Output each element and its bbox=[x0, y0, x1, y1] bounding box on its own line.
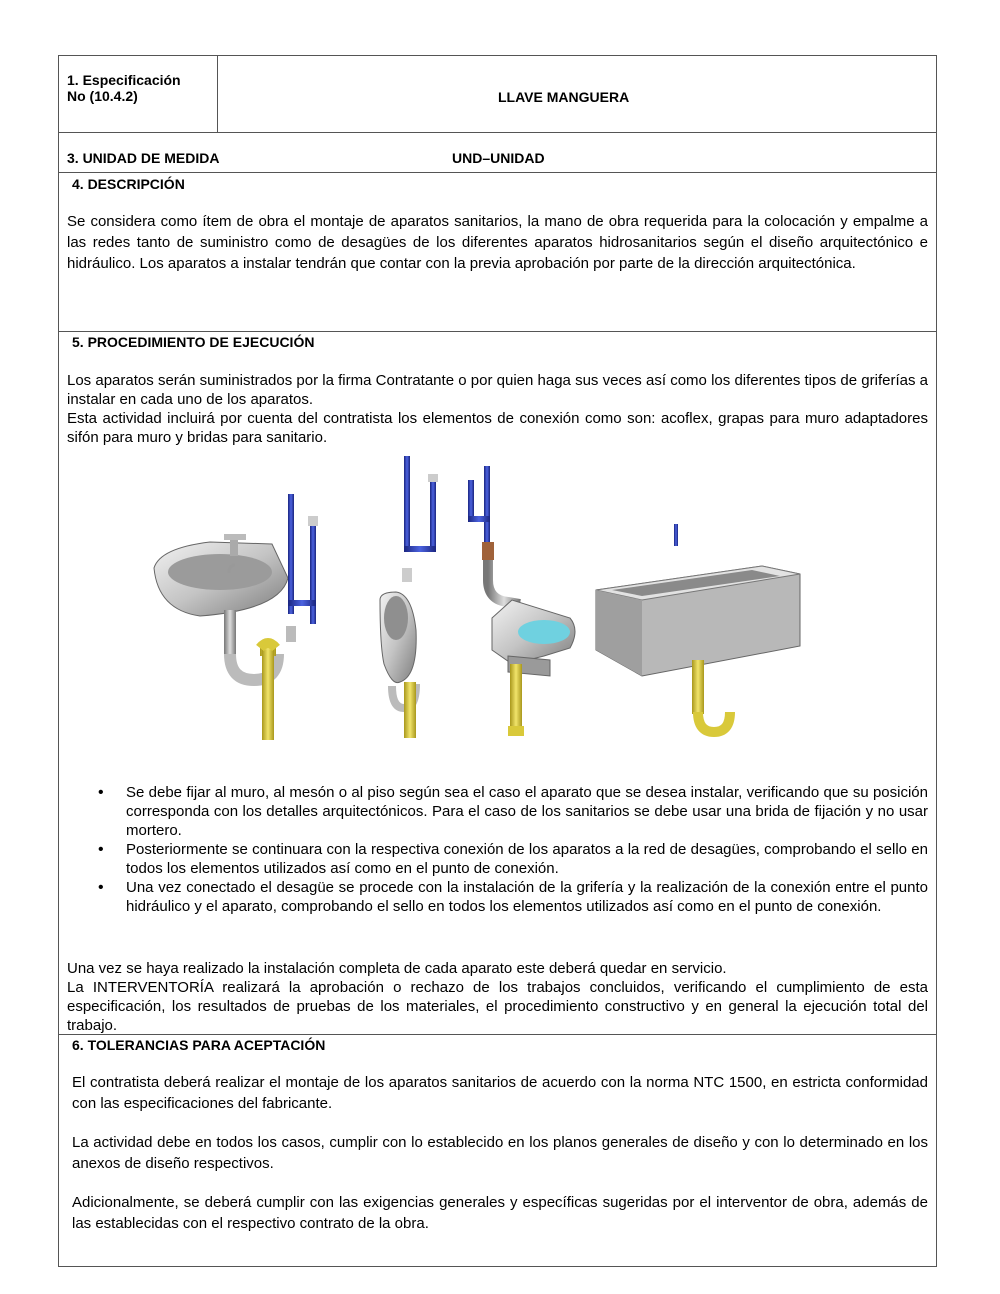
tolerances-paragraph-3: Adicionalmente, se deberá cumplir con las exigencias generales y específicas sugeridas por el interventor de obra, además de las establecidas con el respectivo contrato de la obra. bbox=[72, 1194, 928, 1232]
spec-number: No (10.4.2) bbox=[67, 88, 138, 104]
description-text: Se considera como ítem de obra el montaje de aparatos sanitarios, la mano de obra requerida para la colocación y empalme a las redes tanto de suministro como de desagües de los diferentes aparatos hidrosanitarios según el diseño arquitectónico e hidráulico. Los aparatos a instalar tendrán que contar con la previa aprobación por parte de la dirección arquitectónica. bbox=[67, 213, 928, 272]
row-divider-description bbox=[58, 331, 937, 332]
list-item: • Posteriormente se continuara con la respectiva conexión de los aparatos a la red de desagües, comprobando el sello en todos los elementos utilizados así como en el punto de conexión. bbox=[90, 840, 928, 878]
procedure-heading: 5. PROCEDIMIENTO DE EJECUCIÓN bbox=[72, 334, 315, 350]
tolerances-paragraph-2: La actividad debe en todos los casos, cumplir con lo establecido en los planos generales de diseño y con lo determinado en los anexos de diseño respectivos. bbox=[72, 1134, 928, 1172]
unit-label: 3. UNIDAD DE MEDIDA bbox=[67, 150, 220, 166]
procedure-closing-1: Una vez se haya realizado la instalación completa de cada aparato este deberá quedar en servicio. bbox=[67, 960, 727, 977]
list-item: • Una vez conectado el desagüe se procede con la instalación de la grifería y la realización de la conexión entre el punto hidráulico y el aparato, comprobando el sello en todos los elementos utilizados así como en el punto de conexión. bbox=[90, 878, 928, 916]
spec-label: 1. Especificación bbox=[67, 72, 181, 88]
tolerances-paragraph-1: El contratista deberá realizar el montaje de los aparatos sanitarios de acuerdo con la norma NTC 1500, en estricta conformidad con las especificaciones del fabricante. bbox=[72, 1074, 928, 1112]
bathtub-icon bbox=[596, 524, 800, 732]
list-item: • Se debe fijar al muro, al mesón o al piso según sea el caso el aparato que se desea instalar, verificando que su posición corresponda con los detalles arquitectónicos. Para el caso de los sanitarios se debe usar una brida de fijación y no usar mortero. bbox=[90, 783, 928, 840]
procedure-closing-2: La INTERVENTORÍA realizará la aprobación o rechazo de los trabajos concluidos, verificando el cumplimiento de esta especificación, los resultados de pruebas de los materiales, el procedimiento constructivo y en general la ejecución total del trabajo. bbox=[67, 979, 928, 1034]
row-divider-header bbox=[58, 132, 937, 133]
toilet-icon bbox=[468, 466, 575, 736]
washbasin-icon bbox=[154, 494, 318, 740]
sanitary-fixtures-illustration bbox=[140, 450, 820, 750]
procedure-intro-2: Esta actividad incluirá por cuenta del contratista los elementos de conexión como son: acoflex, grapas para muro adaptadores sifón para muro y bridas para sanitario. bbox=[67, 410, 928, 446]
procedure-bullets bbox=[90, 783, 928, 916]
page-title: LLAVE MANGUERA bbox=[498, 89, 630, 105]
tolerances-heading: 6. TOLERANCIAS PARA ACEPTACIÓN bbox=[72, 1037, 326, 1053]
description-heading: 4. DESCRIPCIÓN bbox=[72, 176, 185, 192]
procedure-intro-1: Los aparatos serán suministrados por la firma Contratante o por quien haga sus veces así como los diferentes tipos de griferías a instalar en cada uno de los aparatos. bbox=[67, 372, 928, 408]
unit-value: UND–UNIDAD bbox=[452, 150, 545, 166]
urinal-icon bbox=[380, 456, 438, 738]
row-divider-unit bbox=[58, 172, 937, 173]
header-divider bbox=[217, 55, 218, 133]
